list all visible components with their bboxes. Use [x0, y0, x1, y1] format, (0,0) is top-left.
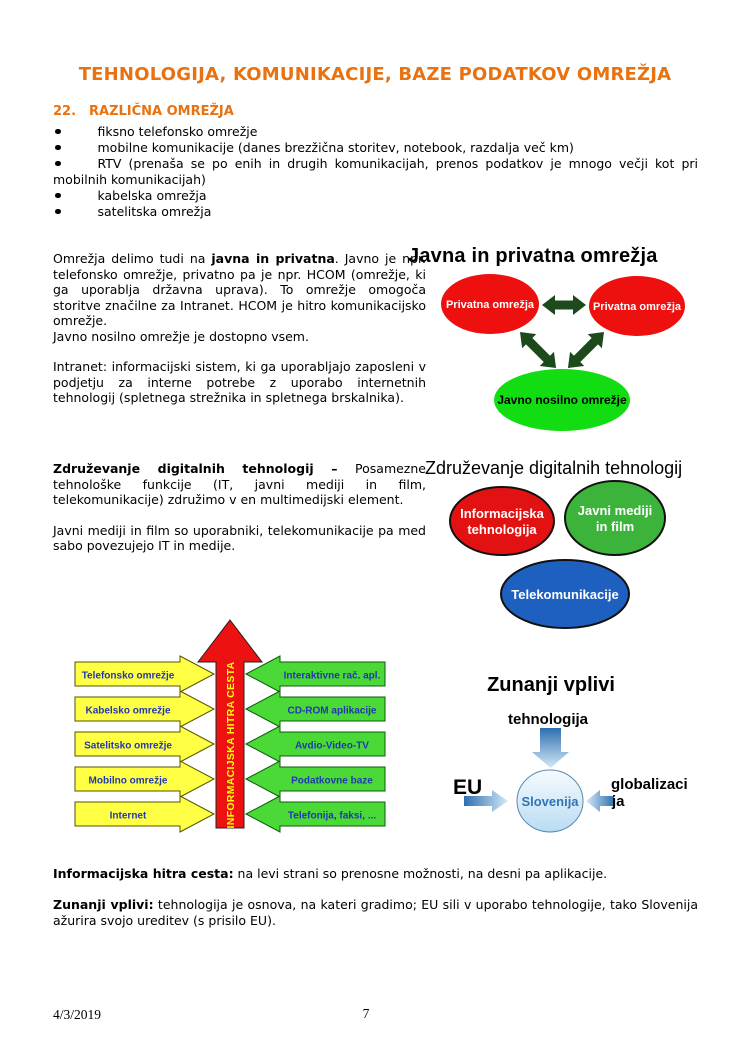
telecom-label: Telekomunikacije — [511, 587, 619, 602]
paragraph: Javni mediji in film so uporabniki, telekomunikacije pa med sabo povezujejo IT in medije. — [53, 522, 426, 553]
section-title: RAZLIČNA OMREŽJA — [89, 104, 234, 119]
technology-label: tehnologija — [508, 711, 588, 728]
highway-left-arrow — [75, 726, 214, 762]
bullet-icon — [55, 161, 61, 167]
double-arrow-icon — [513, 325, 563, 375]
highway-left-label: Kabelsko omrežje — [85, 705, 171, 717]
diagram-title: Javna in privatna omrežja — [408, 245, 658, 267]
highway-right-arrow — [246, 796, 385, 832]
highway-right-label: Telefonija, faksi, ... — [287, 810, 377, 822]
diagram-public-private-networks — [408, 245, 710, 448]
list-item — [53, 204, 698, 220]
external-influences-canvas — [440, 662, 725, 854]
highway-left-arrow — [75, 761, 214, 797]
it-label-line2: tehnologija — [467, 522, 537, 537]
paragraph — [53, 866, 698, 882]
diagram-external-influences — [440, 662, 725, 854]
merging-paragraphs — [53, 461, 426, 554]
highway-right-arrow — [246, 656, 385, 692]
highway-left-arrow — [75, 691, 214, 727]
diagram-information-highway — [60, 616, 420, 850]
highway-right-arrow — [246, 726, 385, 762]
media-label-line1: Javni mediji — [577, 503, 653, 518]
media-label-line2: in film — [595, 519, 635, 534]
diagram-title: Združevanje digitalnih tehnologij — [425, 458, 683, 478]
highway-right-label: Podatkovne baze — [291, 775, 373, 787]
technology-down-arrow — [532, 728, 569, 768]
highway-left-label: Telefonsko omrežje — [81, 670, 175, 682]
section-heading — [53, 104, 234, 119]
external-title: Zunanji vplivi — [487, 674, 615, 696]
it-ellipse — [450, 487, 554, 555]
highway-right-label: Interaktivne rač. apl. — [283, 670, 381, 682]
highway-center-label: INFORMACIJSKA HITRA CESTA — [225, 661, 237, 829]
bullet-icon — [55, 193, 61, 199]
bullet-icon — [55, 145, 61, 151]
text-run: Posamezne tehnološke funkcije (IT, javni mediji in film, telekomunikacije) združimo v en multimedijski element. — [53, 461, 426, 507]
bullet-text: mobilne komunikacije (danes brezžična storitev, notebook, razdalja več km) — [97, 140, 574, 155]
text-run-bold: Združevanje digitalnih tehnologij – — [53, 461, 356, 476]
text-run: tehnologija je osnova, na kateri gradimo; EU sili v uporabo tehnologije, tako Slovenija ažurira svojo ureditev (s prisilo EU). — [53, 897, 699, 928]
list-item — [53, 188, 698, 204]
list-item — [53, 156, 698, 188]
highway-right-label: Avdio-Video-TV — [295, 740, 369, 752]
list-item — [53, 124, 698, 140]
text-run: na levi strani so prenosne možnosti, na desni pa aplikacije. — [233, 866, 608, 881]
globalization-label-line1: globalizaci — [611, 776, 688, 793]
highway-left-label: Satelitsko omrežje — [84, 740, 172, 752]
public-network-label: Javno nosilno omrežje — [497, 393, 627, 407]
bullet-list — [53, 124, 698, 220]
external-note — [53, 897, 698, 928]
highway-left-label: Internet — [109, 810, 147, 822]
paragraph — [53, 897, 698, 928]
highway-right-arrow — [246, 691, 385, 727]
diagram-digital-merging — [425, 458, 732, 635]
highway-right-label: CD-ROM aplikacije — [287, 705, 377, 717]
private-network-label-left: Privatna omrežja — [445, 299, 535, 311]
highway-left-arrow — [75, 796, 214, 832]
bullet-icon — [55, 209, 61, 215]
text-run-bold: javna in privatna — [211, 251, 335, 266]
highway-left-label: Mobilno omrežje — [88, 775, 168, 787]
text-run-bold: Zunanji vplivi: — [53, 897, 154, 912]
text-run-bold: Informacijska hitra cesta: — [53, 866, 234, 881]
media-ellipse — [565, 481, 665, 555]
slovenia-label: Slovenija — [521, 794, 579, 809]
double-arrow-icon — [561, 325, 611, 375]
private-network-label-right: Privatna omrežja — [592, 301, 682, 313]
globalization-label-line2: ja — [612, 793, 625, 810]
it-label-line1: Informacijska — [460, 506, 544, 521]
highway-note — [53, 866, 698, 882]
paragraph: Javno nosilno omrežje je dostopno vsem. — [53, 328, 309, 344]
page-title: TEHNOLOGIJA, KOMUNIKACIJE, BAZE PODATKOV OMREŽJA — [78, 64, 672, 85]
highway-left-arrow — [75, 656, 214, 692]
bullet-text: satelitska omrežja — [97, 204, 212, 219]
networks-paragraphs — [53, 251, 426, 406]
bullet-text: kabelska omrežja — [97, 188, 207, 203]
text-run: Omrežja delimo tudi na — [53, 251, 212, 266]
bullet-text: fiksno telefonsko omrežje — [97, 124, 258, 139]
globalization-left-arrow — [586, 790, 614, 812]
list-item — [53, 140, 698, 156]
section-number: 22. — [53, 104, 77, 119]
public-private-diagram-canvas — [408, 268, 710, 448]
eu-label: EU — [453, 776, 483, 799]
highway-right-arrow — [246, 761, 385, 797]
paragraph — [53, 251, 426, 329]
footer-date: 4/3/2019 — [53, 1007, 102, 1022]
paragraph: Intranet: informacijski sistem, ki ga uporabljajo zaposleni v podjetju za interne potrebe z uporabo internetnih tehnologij (spletnega strežnika in spletnega brskalnika). — [53, 359, 426, 405]
digital-merging-canvas — [425, 479, 732, 635]
footer-page-number: 7 — [362, 1006, 370, 1021]
paragraph — [53, 461, 426, 508]
bullet-icon — [55, 129, 61, 135]
information-highway-canvas — [60, 616, 420, 850]
double-arrow-icon — [542, 295, 586, 315]
text-run: . Javno je npr. telefonsko omrežje, privatno pa je npr. HCOM (omrežje, ki ga uporablja državna uprava). To omrežje omogoča storitve značilne za Intranet. HCOM je hitro komunikacijsko omrežje. — [53, 251, 426, 328]
bullet-text: RTV (prenaša se po enih in drugih komunikacijah, prenos podatkov je mnogo večji kot pri mobilnih komunikacijah) — [53, 156, 698, 187]
